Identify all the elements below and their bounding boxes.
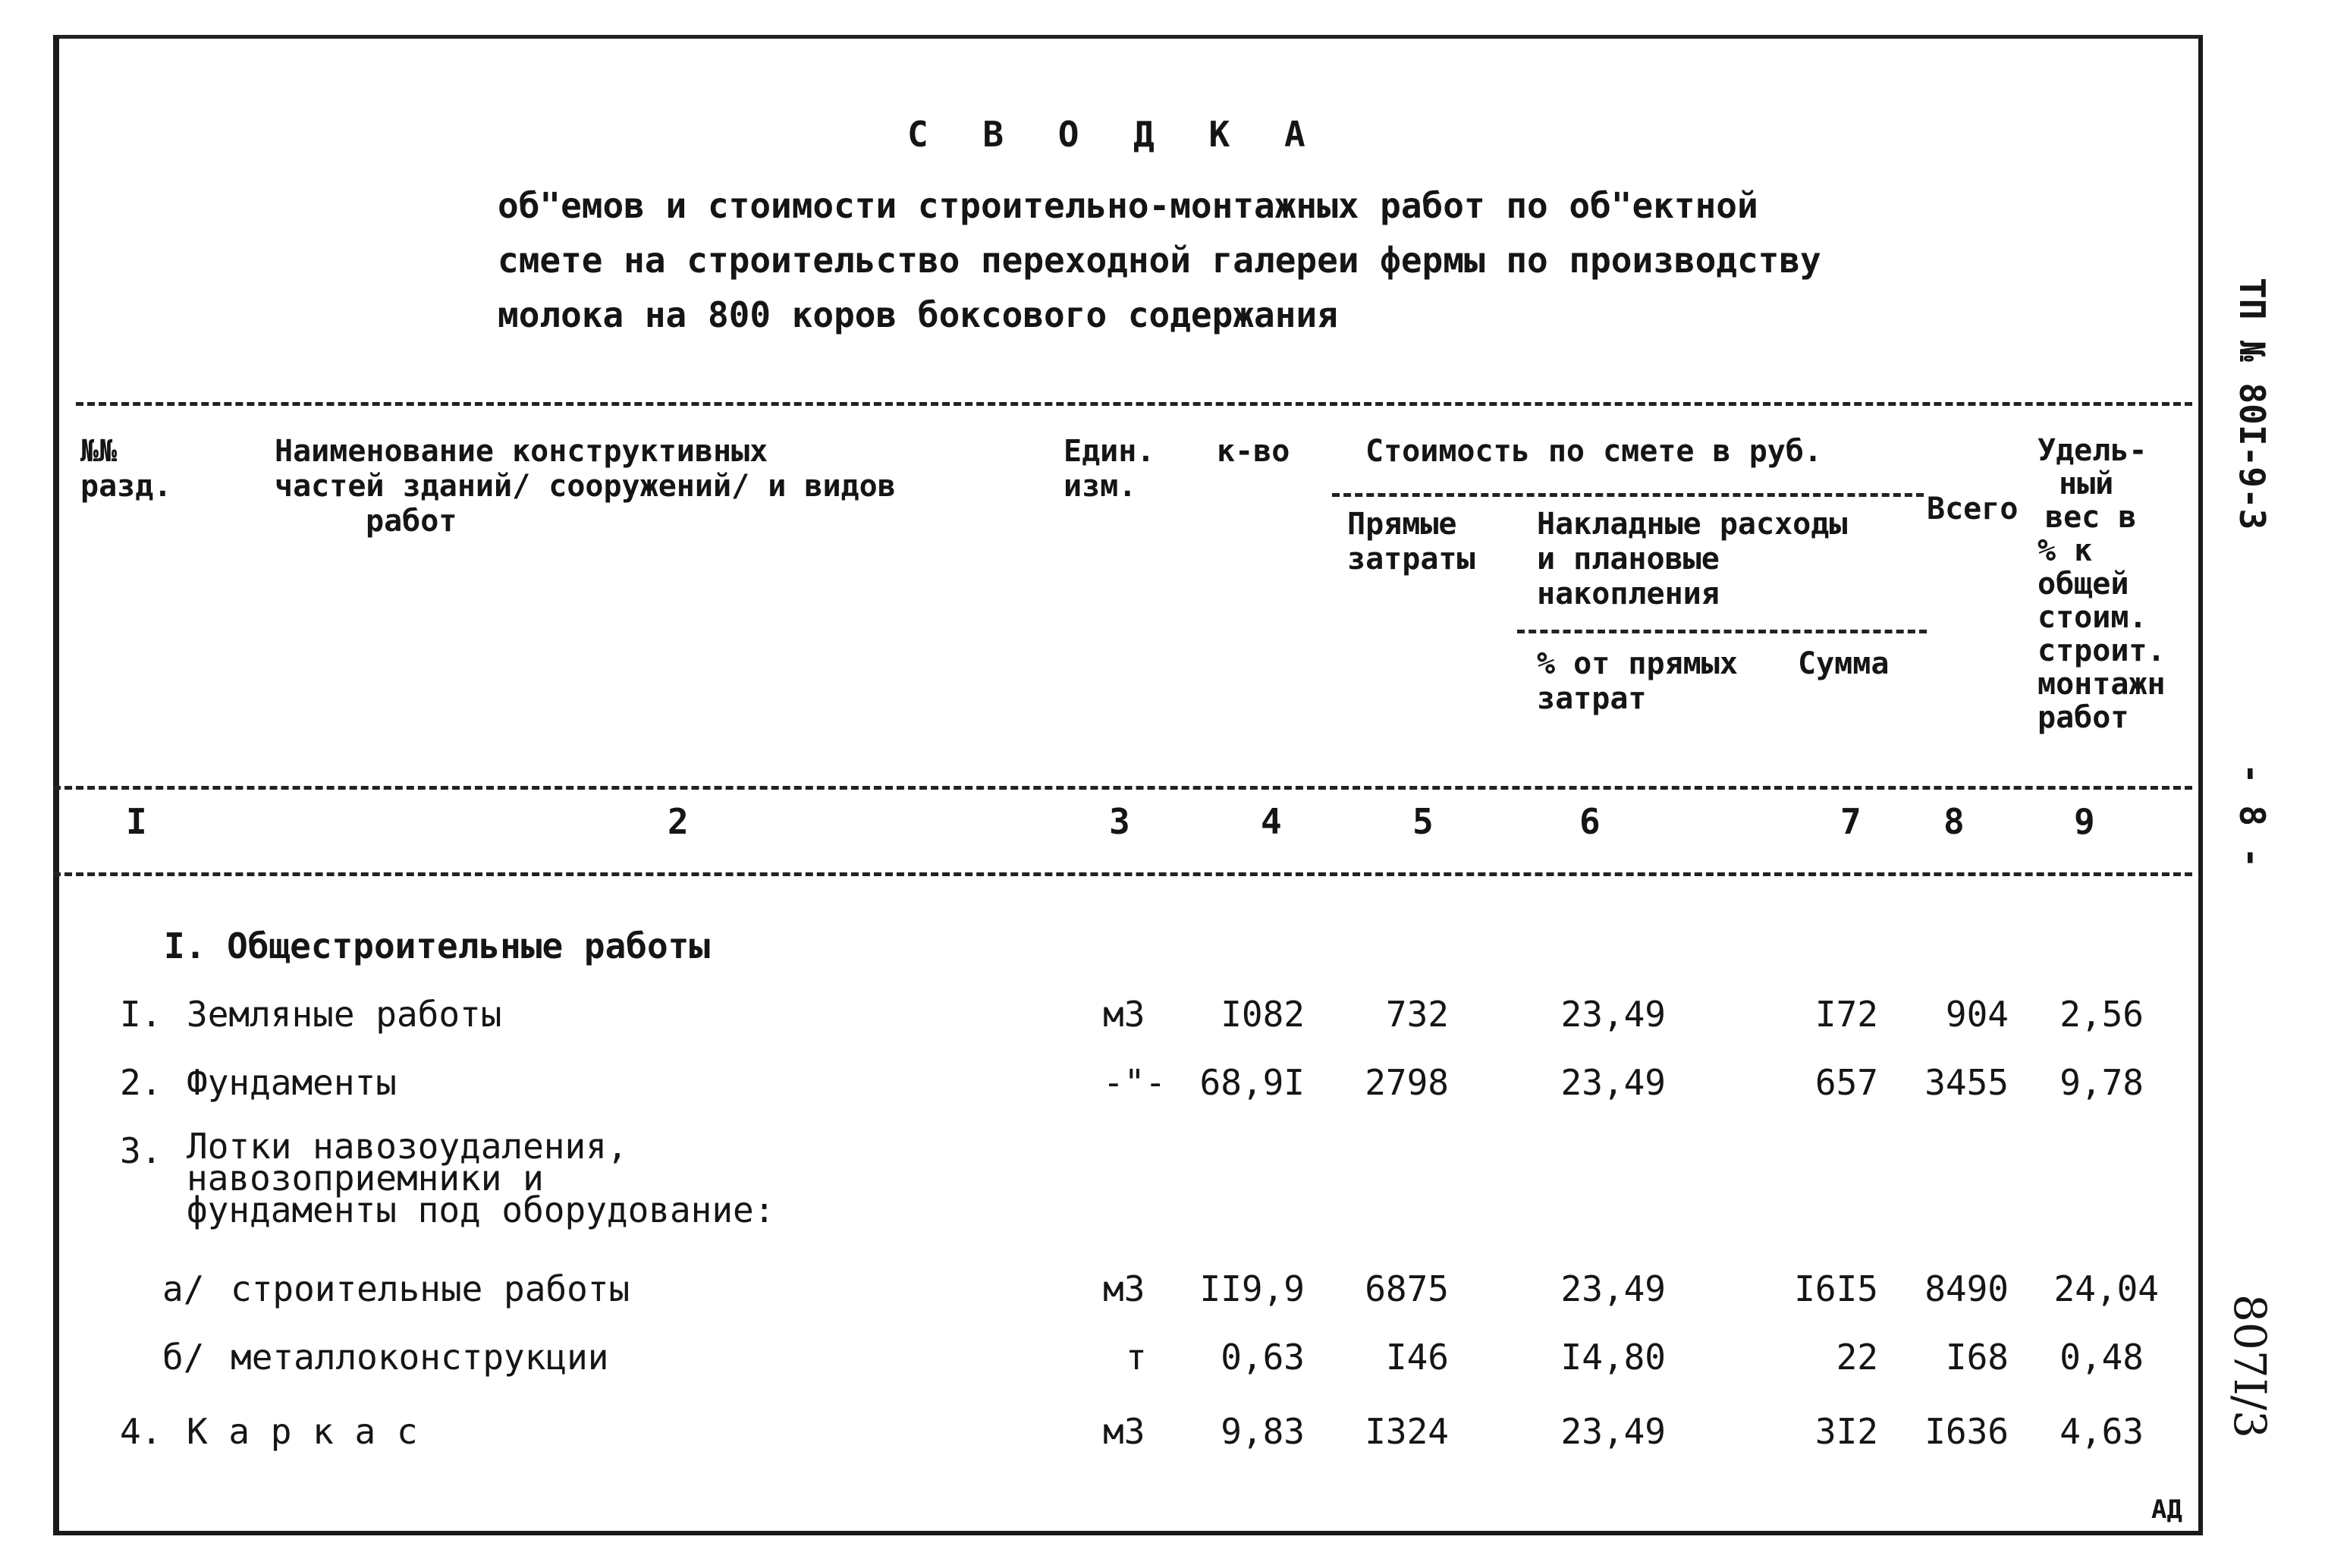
row-quantity: II9,9: [1199, 1268, 1305, 1309]
row-unit: -"-: [1103, 1062, 1167, 1103]
header-overhead-line2: и плановые: [1537, 542, 1720, 577]
header-col9-line6: стоим.: [2038, 600, 2147, 635]
row-unit: м3: [1103, 994, 1145, 1035]
subtitle-line-2: смете на строительство переходной галереи фермы по производству: [498, 240, 1821, 281]
header-col8: Всего: [1927, 492, 2019, 526]
overhead-group-rule: [1517, 630, 1927, 633]
row-unit: т: [1126, 1337, 1147, 1378]
header-col3-line1: Един.: [1064, 434, 1155, 469]
page-number: - 8 -: [2232, 763, 2273, 869]
row-overhead-percent: I4,80: [1560, 1337, 1666, 1378]
row-name: [187, 1126, 775, 1230]
header-col9-line8: монтажн: [2038, 667, 2166, 702]
row-overhead-sum: I72: [1814, 994, 1878, 1035]
header-col3-line2: изм.: [1064, 469, 1137, 504]
row-direct-cost: I324: [1365, 1411, 1449, 1452]
row-quantity: I082: [1221, 994, 1305, 1035]
row-overhead-sum: 3I2: [1814, 1411, 1878, 1452]
column-number-1: I: [126, 801, 147, 842]
row-name: Земляные работы: [187, 994, 502, 1035]
header-col9-line4: % к: [2038, 533, 2093, 568]
row-direct-cost: I46: [1385, 1337, 1449, 1378]
row-quantity: 68,9I: [1199, 1062, 1305, 1103]
row-overhead-sum: 657: [1814, 1062, 1878, 1103]
column-number-7: 7: [1840, 801, 1862, 842]
row-name-line3: фундаменты под оборудование:: [187, 1189, 775, 1230]
row-share: 9,78: [2060, 1062, 2144, 1103]
subtitle-line-1: об"емов и стоимости строительно-монтажных работ по об"ектной: [498, 185, 1758, 226]
row-share: 2,56: [2060, 994, 2144, 1035]
row-quantity: 0,63: [1221, 1337, 1305, 1378]
row-share: 4,63: [2060, 1411, 2144, 1452]
row-overhead-sum: 22: [1836, 1337, 1878, 1378]
row-overhead-percent: 23,49: [1560, 1062, 1666, 1103]
column-number-4: 4: [1261, 801, 1282, 842]
header-col5-line2: затраты: [1347, 542, 1475, 577]
row-quantity: 9,83: [1221, 1411, 1305, 1452]
row-number: а/: [162, 1268, 205, 1309]
header-col2: [275, 434, 896, 539]
row-overhead-percent: 23,49: [1560, 994, 1666, 1035]
row-name: Фундаменты: [187, 1062, 397, 1103]
row-total: 3455: [1924, 1062, 2009, 1103]
header-col9: [2038, 434, 2166, 734]
column-number-5: 5: [1412, 801, 1434, 842]
row-overhead-percent: 23,49: [1560, 1411, 1666, 1452]
header-col2-line2: частей зданий/ сооружений/ и видов: [275, 469, 896, 504]
row-number: 2.: [120, 1062, 162, 1103]
row-name: строительные работы: [231, 1268, 630, 1309]
header-top-rule: [76, 402, 2192, 406]
header-col9-line5: общей: [2038, 567, 2129, 602]
section-title: I. Общестроительные работы: [164, 925, 711, 966]
row-unit: м3: [1103, 1411, 1145, 1452]
row-number: 3.: [120, 1130, 162, 1171]
column-number-8: 8: [1943, 801, 1965, 842]
cost-group-rule: [1332, 493, 1924, 497]
header-col2-line1: Наименование конструктивных: [275, 434, 768, 469]
row-total: I636: [1924, 1411, 2009, 1452]
corner-mark: АД: [2151, 1494, 2182, 1525]
column-number-2: 2: [668, 801, 689, 842]
header-overhead-line3: накопления: [1537, 577, 1720, 611]
header-col5: [1347, 507, 1475, 577]
row-name-line2: навозоприемники и: [187, 1158, 544, 1199]
header-bottom-rule: [53, 786, 2192, 790]
header-col2-line3: работ: [366, 504, 457, 539]
header-col9-line2: ный: [2059, 467, 2114, 501]
document-title: С В О Д К А: [907, 114, 1322, 155]
row-share: 24,04: [2053, 1268, 2159, 1309]
subtitle-line-3: молока на 800 коров боксового содержания: [498, 294, 1338, 335]
column-number-6: 6: [1579, 801, 1601, 842]
row-direct-cost: 2798: [1365, 1062, 1449, 1103]
header-col3: [1064, 434, 1155, 504]
document-code: ТП № 80I-9-3: [2232, 278, 2273, 530]
header-col1: [80, 434, 171, 504]
header-col1-line1: №№: [80, 434, 118, 469]
header-col6-line1: % от прямых: [1537, 646, 1738, 681]
header-col7: Сумма: [1798, 646, 1890, 681]
row-total: 904: [1945, 994, 2009, 1035]
row-overhead-sum: I6I5: [1794, 1268, 1878, 1309]
header-col4: к-во: [1217, 434, 1290, 469]
row-number: I.: [120, 994, 162, 1035]
row-overhead-percent: 23,49: [1560, 1268, 1666, 1309]
row-number: 4.: [120, 1411, 162, 1452]
row-direct-cost: 6875: [1365, 1268, 1449, 1309]
row-share: 0,48: [2060, 1337, 2144, 1378]
header-col9-line9: работ: [2038, 700, 2129, 735]
column-numbers-rule: [53, 872, 2192, 876]
header-col5-line1: Прямые: [1347, 507, 1457, 542]
row-name: К а р к а с: [187, 1411, 418, 1452]
header-overhead-line1: Накладные расходы: [1537, 507, 1848, 542]
row-direct-cost: 732: [1385, 994, 1449, 1035]
column-number-3: 3: [1109, 801, 1130, 842]
row-unit: м3: [1103, 1268, 1145, 1309]
row-total: I68: [1945, 1337, 2009, 1378]
header-col1-line2: разд.: [80, 469, 172, 504]
header-col6: [1537, 646, 1738, 716]
header-col9-line7: строит.: [2038, 633, 2166, 668]
header-overhead-group: [1537, 507, 1847, 611]
header-cost-group: Стоимость по смете в руб.: [1365, 434, 1823, 469]
header-col9-line3: вес в: [2045, 500, 2137, 535]
row-name: металлоконструкции: [231, 1337, 609, 1378]
row-number: б/: [162, 1337, 205, 1378]
row-total: 8490: [1924, 1268, 2009, 1309]
column-number-9: 9: [2074, 801, 2095, 842]
row-name-line1: Лотки навозоудаления,: [187, 1126, 628, 1167]
side-stamp: [2206, 35, 2347, 1535]
header-col6-line2: затрат: [1537, 681, 1647, 716]
header-col9-line1: Удель-: [2038, 433, 2147, 468]
sheet-number: 807I/3: [2224, 1294, 2276, 1439]
